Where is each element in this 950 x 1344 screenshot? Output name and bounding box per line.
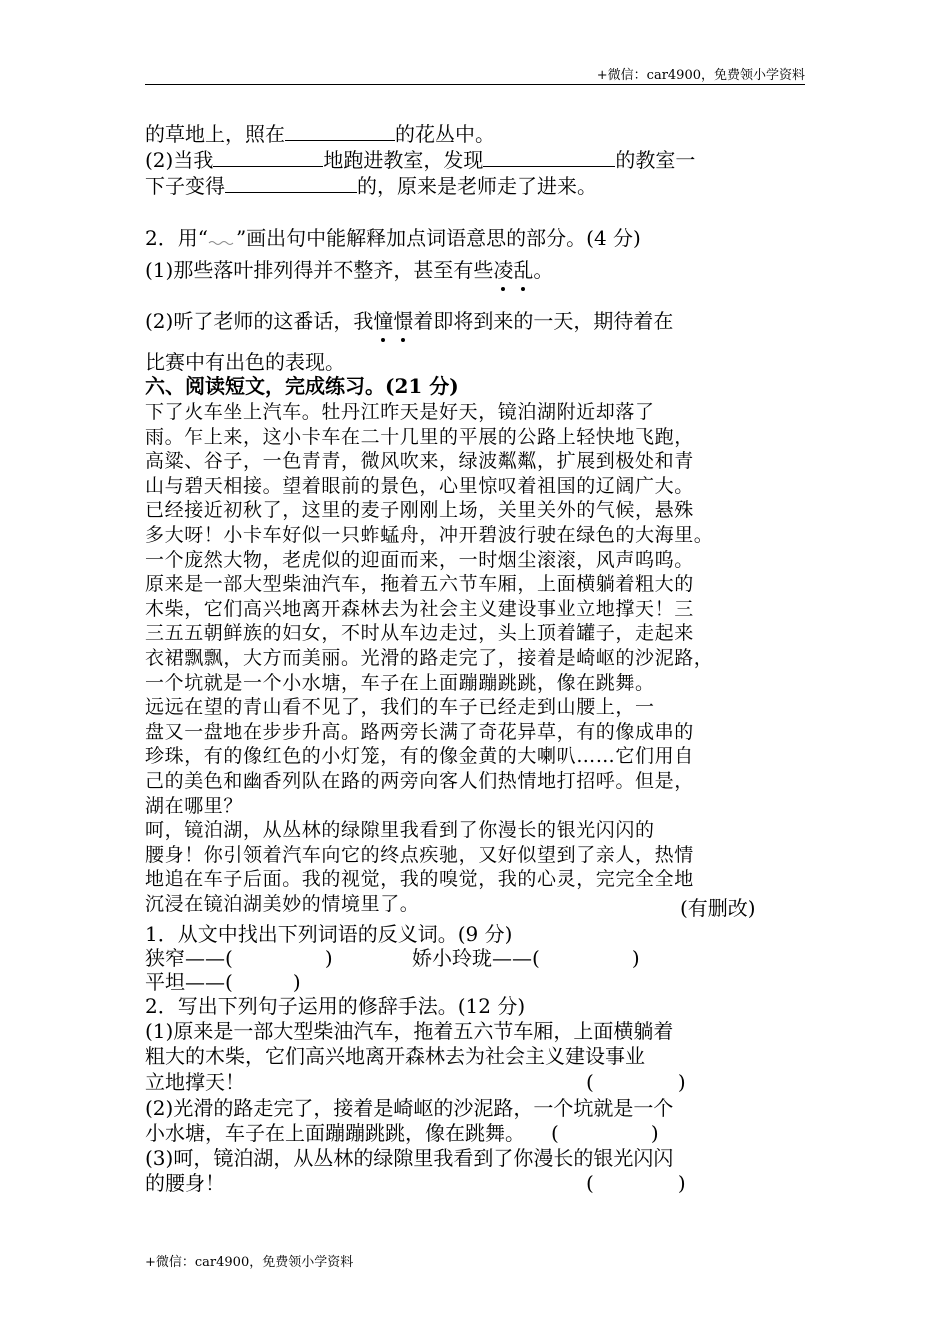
blank-4[interactable] [225, 174, 357, 193]
text: 的草地上，照在 [145, 122, 285, 146]
source-note: (有删改) [680, 896, 756, 920]
page-footer: +微信：car4900，免费领小学资料 [145, 1255, 354, 1270]
passage-line: 沉浸在镜泊湖美妙的情境里了。 [145, 893, 420, 915]
passage-line: 雨。乍上来，这小卡车在二十几里的平展的公路上轻快地飞跑， [145, 425, 694, 448]
text: 娇小玲珑——( [412, 946, 540, 970]
text: ) [677, 1171, 686, 1195]
page-header: +微信：car4900，免费领小学资料 [596, 68, 805, 83]
q1-row-1 [145, 946, 333, 970]
text: ( [586, 1171, 594, 1195]
header-divider [145, 84, 805, 85]
passage-line: 腰身！你引领着汽车向它的终点疾驰，又好似望到了亲人，热情 [145, 843, 694, 866]
passage-line: 远远在望的青山看不见了，我们的车子已经走到山腰上，一 [145, 696, 655, 719]
text: 的，原来是老师走了进来。 [357, 174, 597, 198]
text: 狭窄——( [145, 946, 233, 970]
text: 的教室一 [615, 148, 696, 172]
q2-s1-l1: (1)原来是一部大型柴油汽车，拖着五六节车厢，上面横躺着 [145, 1019, 674, 1043]
passage-line: 珍珠，有的像红色的小灯笼，有的像金黄的大喇叭……它们用自 [145, 745, 694, 768]
passage-line: 呵，镜泊湖，从丛林的绿隙里我看到了你漫长的银光闪闪的 [145, 819, 655, 842]
text: ) [324, 946, 333, 970]
q2-s2-l1: (2)光滑的路走完了，接着是崎岖的沙泥路，一个坑就是一个 [145, 1096, 674, 1120]
text: ( [551, 1121, 559, 1145]
q1-row-1b [412, 946, 640, 970]
passage-line: 地追在车子后面。我的视觉，我的嗅觉，我的心灵，完完全全地 [145, 868, 694, 891]
passage-line: 三五五朝鲜族的妇女，不时从车边走过，头上顶着罐子，走起来 [145, 622, 694, 645]
passage-line: 多大呀！小卡车好似一只蚱蜢舟，冲开碧波行驶在绿色的大海里。 [145, 524, 714, 546]
passage-line: 高粱、谷子，一色青青，微风吹来，绿波粼粼，扩展到极处和青 [145, 450, 694, 473]
text: 。 [533, 258, 554, 282]
passage-line: 一个庞然大物，老虎似的迎面而来，一时烟尘滚滚，风声呜呜。 [145, 548, 694, 571]
dotted-word: 乱 [513, 258, 534, 282]
q2-heading: 2．写出下列句子运用的修辞手法。(12 分) [145, 994, 526, 1018]
fill-line-3 [145, 174, 597, 198]
section-title: 六、阅读短文，完成练习。(21 分) [145, 374, 459, 398]
passage-line: 下了火车坐上汽车。牡丹江昨天是好天，镜泊湖附近却落了 [145, 401, 655, 423]
passage-line: 已经接近初秋了，这里的麦子刚刚上场，关里关外的气候，悬殊 [145, 499, 694, 522]
dotted-word: 凌 [493, 258, 514, 282]
text: 着即将到来的一天，期待着在 [413, 309, 674, 333]
text: ) [650, 1121, 659, 1145]
q1-heading: 1．从文中找出下列词语的反义词。(9 分) [145, 922, 513, 946]
blank-2[interactable] [213, 148, 323, 167]
text: 的花丛中。 [395, 122, 495, 146]
dotted-word: 憧 [373, 309, 394, 333]
q2-s1-l2: 粗大的木柴，它们高兴地离开森林去为社会主义建设事业 [145, 1044, 645, 1068]
passage-line: 木柴，它们高兴地离开森林去为社会主义建设事业立地撑天！三 [145, 597, 694, 620]
passage-line: 衣裙飘飘，大方而美丽。光滑的路走完了，接着是崎岖的沙泥路， [145, 647, 714, 669]
q2-s3-l2: 的腰身！ [145, 1171, 225, 1195]
answer-paren-1[interactable] [586, 1070, 686, 1094]
blank-3[interactable] [483, 148, 615, 167]
passage-line: 己的美色和幽香列队在路的两旁向客人们热情地打招呼。但是， [145, 770, 694, 792]
answer-paren-3[interactable] [586, 1171, 686, 1195]
passage-line: 盘又一盘地在步步升高。路两旁长满了奇花异草，有的像成串的 [145, 720, 694, 743]
text: 地跑进教室，发现 [323, 148, 484, 172]
passage-line: 山与碧天相接。望着眼前的景色，心里惊叹着祖国的辽阔广大。 [145, 474, 694, 497]
text: ) [677, 1070, 686, 1094]
sentence-2 [145, 309, 673, 333]
q2-s2-l2: 小水塘，车子在上面蹦蹦跳跳，像在跳舞。 [145, 1121, 525, 1145]
dotted-word: 憬 [393, 309, 414, 333]
sentence-1 [145, 258, 553, 282]
passage-line: 原来是一部大型柴油汽车，拖着五六节车厢，上面横躺着粗大的 [145, 573, 694, 596]
blank-1[interactable] [285, 122, 395, 141]
text: ) [292, 970, 301, 994]
text: 2．用“ [145, 226, 208, 250]
text: (2)当我 [145, 148, 214, 172]
fill-line-2 [145, 148, 695, 172]
text: ”画出句中能解释加点词语意思的部分。(4 分) [235, 226, 641, 250]
q2-s1-l3: 立地撑天！ [145, 1070, 245, 1094]
passage-line: 一个坑就是一个小水塘，车子在上面蹦蹦跳跳，像在跳舞。 [145, 671, 655, 694]
text: 平坦——( [145, 970, 233, 994]
sentence-2-cont: 比赛中有出色的表现。 [145, 350, 345, 374]
text: (1)那些落叶排列得并不整齐，甚至有些 [145, 258, 494, 282]
text: ( [586, 1070, 594, 1094]
question-2-heading [145, 226, 641, 250]
fill-line-1 [145, 122, 495, 146]
text: (2)听了老师的这番话，我 [145, 309, 374, 333]
passage-line: 湖在哪里？ [145, 794, 244, 817]
text: 下子变得 [145, 174, 225, 198]
q1-row-2 [145, 970, 301, 994]
answer-paren-2[interactable] [551, 1121, 659, 1145]
wavy-underline-icon [208, 227, 236, 245]
text: ) [631, 946, 640, 970]
q2-s3-l1: (3)呵，镜泊湖，从丛林的绿隙里我看到了你漫长的银光闪闪 [145, 1146, 674, 1170]
